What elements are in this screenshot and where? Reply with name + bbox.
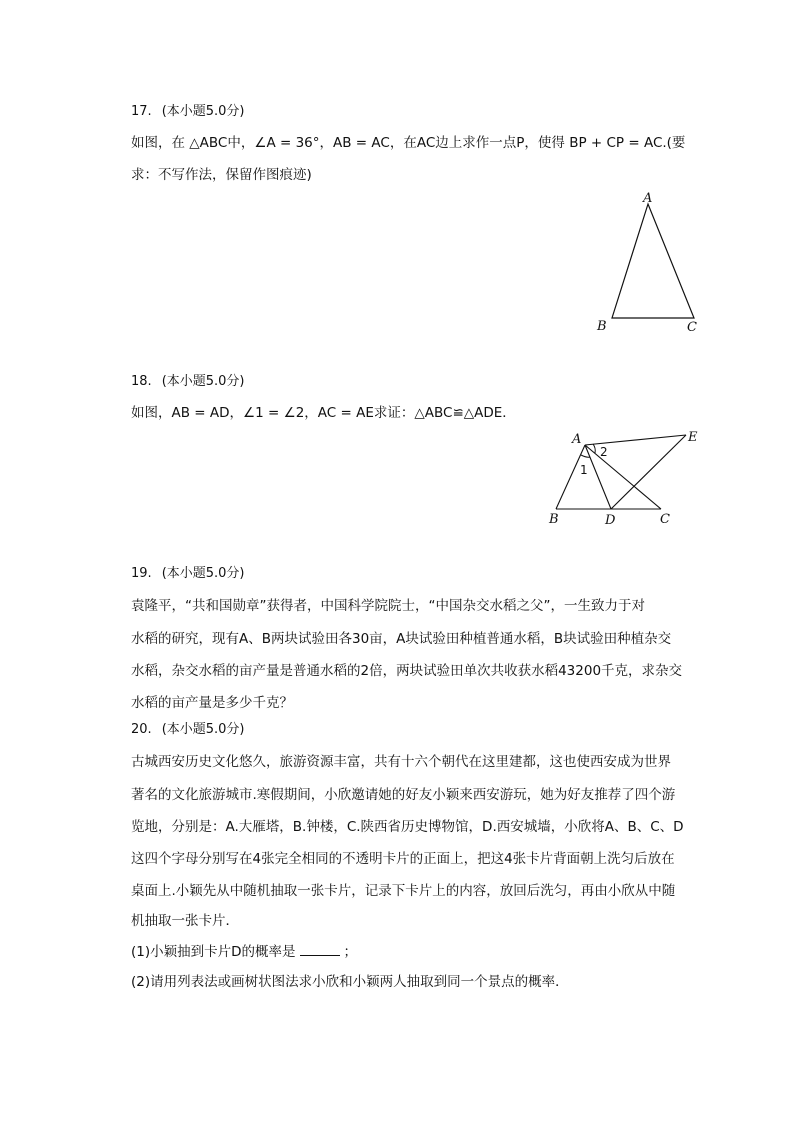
label-e: E [688, 430, 698, 445]
q20-sub1-end: ； [343, 944, 358, 960]
q18-number: 18. [131, 374, 152, 389]
q18-score-tag: (本小题5.0分) [161, 374, 245, 389]
label-angle-1: 1 [580, 463, 588, 477]
q20-text-line3: 览地，分别是：A.大雁塔，B.钟楼，C.陕西省历史博物馆，D.西安城墙，小欣将A、B、C、D [131, 819, 684, 835]
q19-text-line1: 袁隆平，“共和国勋章”获得者，中国科学院院士，“中国杂交水稻之父”，一生致力于对 [131, 598, 645, 614]
q20-text-line1: 古城西安历史文化悠久，旅游资源丰富，共有十六个朝代在这里建都，这也使西安成为世界 [131, 754, 671, 770]
label-c: C [660, 512, 670, 527]
label-a: A [643, 191, 653, 206]
label-b: B [597, 319, 607, 334]
q18-header [131, 373, 245, 391]
q19-text-line2: 水稻的研究，现有A、B两块试验田各30亩，A块试验田种植普通水稻，B块试验田种植杂交 [131, 631, 672, 647]
q20-text-line6: 机抽取一张卡片． [131, 913, 239, 929]
q20-text-line5: 桌面上.小颖先从中随机抽取一张卡片，记录下卡片上的内容，放回后洗匀，再由小欣从中随 [131, 883, 676, 899]
q20-text-line2: 著名的文化旅游城市.寒假期间，小欣邀请她的好友小颖来西安游玩，她为好友推荐了四个游 [131, 787, 676, 803]
q20-sub2: (2)请用列表法或画树状图法求小欣和小颖两人抽取到同一个景点的概率． [131, 974, 569, 990]
label-b: B [549, 512, 559, 527]
q18-text-line1: 如图，AB = AD，∠1 = ∠2，AC = AE求证：△ABC≌△ADE． [131, 405, 516, 421]
segment-ae [585, 435, 686, 445]
q17-text-line1: 如图，在 △ABC中，∠A = 36°，AB = AC，在AC边上求作一点P，使得 BP + CP = AC.(要 [131, 135, 686, 151]
triangle-abc [612, 204, 694, 318]
q17-score-tag: (本小题5.0分) [161, 104, 245, 119]
q18-triangles-figure [540, 425, 710, 530]
q19-header [131, 565, 245, 583]
q20-sub1 [131, 943, 357, 961]
q19-text-line4: 水稻的亩产量是多少千克？ [131, 695, 293, 711]
segment-ab [556, 445, 585, 509]
q20-text-line4: 这四个字母分别写在4张完全相同的不透明卡片的正面上，把这4张卡片背面朝上洗匀后放在 [131, 851, 675, 867]
label-angle-2: 2 [600, 445, 608, 459]
answer-blank[interactable] [300, 943, 340, 956]
q20-sub1-text: (1)小颖抽到卡片D的概率是 [131, 944, 296, 960]
q19-score-tag: (本小题5.0分) [161, 566, 245, 581]
q19-text-line3: 水稻，杂交水稻的亩产量是普通水稻的2倍，两块试验田单次共收获水稻43200千克，求杂交 [131, 663, 683, 679]
label-c: C [687, 320, 697, 335]
q19-number: 19. [131, 566, 152, 581]
segment-ac [585, 445, 661, 509]
q20-score-tag: (本小题5.0分) [161, 722, 245, 737]
q17-text-line2: 求：不写作法，保留作图痕迹) [131, 167, 312, 183]
q17-triangle-figure [590, 188, 710, 338]
q20-number: 20. [131, 722, 152, 737]
q17-number: 17. [131, 104, 152, 119]
label-a: A [572, 432, 582, 447]
q17-header [131, 103, 245, 121]
label-d: D [605, 513, 616, 528]
q20-header [131, 721, 245, 739]
